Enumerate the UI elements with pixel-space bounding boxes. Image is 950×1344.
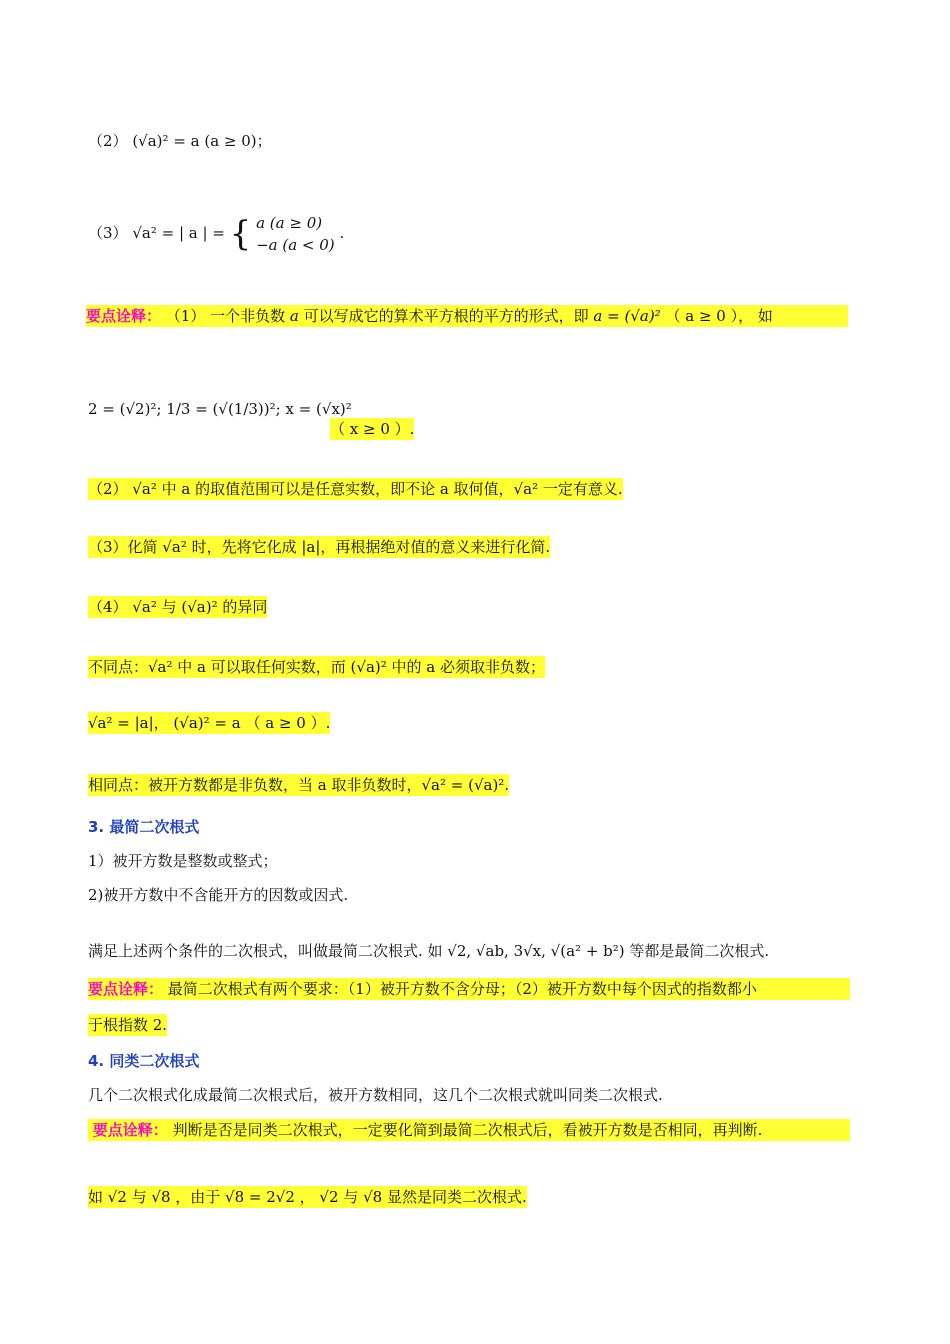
section3-description: 满足上述两个条件的二次根式，叫做最简二次根式. 如 √2, √ab, 3√x, √(a² + b²) 等都是最简二次根式. bbox=[88, 942, 770, 960]
section3-condition-1: 1）被开方数是整数或整式； bbox=[88, 852, 278, 870]
section3-note: 要点诠释： 最简二次根式有两个要求：（1）被开方数不含分母；（2）被开方数中每个因式的指数都小 bbox=[88, 978, 850, 1000]
formula-3: （3） √a² = | a | = { a (a ≥ 0) −a (a < 0) . bbox=[88, 214, 345, 254]
difference-line: 不同点：√a² 中 a 可以取任何实数，而 (√a)² 中的 a 必须取非负数； bbox=[88, 658, 545, 676]
note3-line: （3）化简 √a² 时，先将它化成 |a|，再根据绝对值的意义来进行化简. bbox=[88, 538, 551, 556]
note1-example: 2 = (√2)²; 1/3 = (√(1/3))²; x = (√x)² bbox=[88, 400, 352, 418]
note2-line: （2） √a² 中 a 的取值范围可以是任意实数，即不论 a 取何值，√a² 一定有意义. bbox=[88, 480, 623, 498]
formula-text: √a² = | a | = bbox=[132, 224, 225, 242]
difference-formula: √a² = |a|， (√a)² = a （ a ≥ 0 ）. bbox=[88, 714, 331, 732]
formula-2 bbox=[88, 130, 272, 152]
section4-note: 要点诠释： 判断是否是同类二次根式，一定要化简到最简二次根式后，看被开方数是否相同，再判断. bbox=[88, 1119, 850, 1141]
formula-label: （2） bbox=[88, 132, 128, 150]
note4-line: （4） √a² 与 (√a)² 的异同 bbox=[88, 598, 268, 616]
section4-title: 4. 同类二次根式 bbox=[88, 1052, 200, 1070]
section4-example: 如 √2 与 √8 ，由于 √8 = 2√2 ， √2 与 √8 显然是同类二次根式. bbox=[88, 1188, 527, 1206]
same-line: 相同点：被开方数都是非负数，当 a 取非负数时，√a² = (√a)². bbox=[88, 776, 510, 794]
brace-symbol: { bbox=[229, 214, 252, 254]
section3-note-cont: 于根指数 2. bbox=[88, 1016, 168, 1034]
note1-line: 要点诠释： （1） 一个非负数 a 可以写成它的算术平方根的平方的形式，即 a = (√a)² （ a ≥ 0 ）， 如 bbox=[86, 305, 848, 327]
case-2: −a (a < 0) bbox=[256, 236, 335, 254]
key-label: 要点诠释： bbox=[86, 307, 162, 325]
note1-example-cond: （ x ≥ 0 ）. bbox=[330, 420, 415, 438]
formula-cases bbox=[256, 212, 335, 256]
key-label: 要点诠释： bbox=[88, 980, 164, 998]
formula-text: (√a)² = a (a ≥ 0)； bbox=[132, 132, 272, 150]
section3-title: 3. 最简二次根式 bbox=[88, 818, 200, 836]
section4-description: 几个二次根式化成最简二次根式后，被开方数相同，这几个二次根式就叫同类二次根式. bbox=[88, 1086, 663, 1104]
formula-label: （3） bbox=[88, 224, 128, 242]
section3-condition-2: 2)被开方数中不含能开方的因数或因式. bbox=[88, 886, 349, 904]
key-label: 要点诠释： bbox=[92, 1121, 168, 1139]
case-1: a (a ≥ 0) bbox=[256, 214, 323, 232]
